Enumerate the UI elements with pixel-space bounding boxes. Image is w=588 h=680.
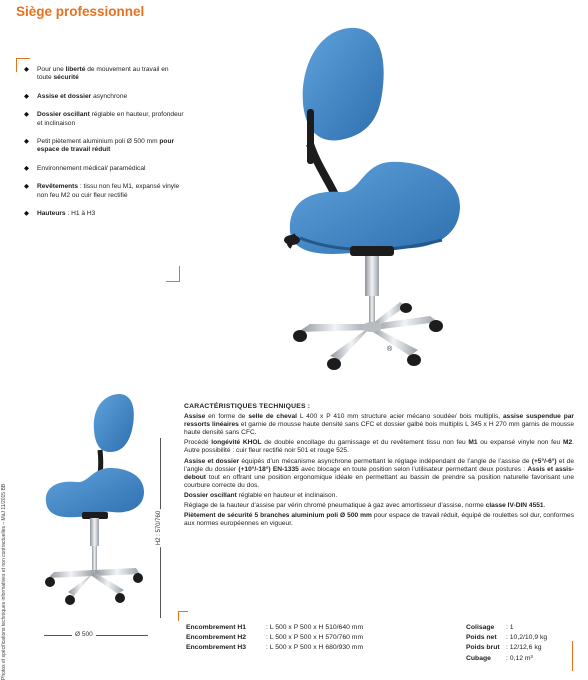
feature-item <box>24 183 184 200</box>
tech-title: CARACTÉRISTIQUES TECHNIQUES : <box>184 403 311 410</box>
packaging-value: : 12/12,6 kg <box>506 644 542 652</box>
packaging-label: Cubage <box>466 654 491 662</box>
bold-text: (+10°/-18°) EN-1335 <box>238 465 299 473</box>
packaging-table <box>466 623 547 664</box>
packaging-value: : 1 <box>506 624 514 631</box>
tech-paragraph <box>184 413 574 437</box>
bold-text: assise suspendue par ressorts linéaires <box>184 413 574 429</box>
feature-item <box>24 93 184 101</box>
text: . Autre possibilité : cuir fleur rectifié noir 501 et rouge 525. <box>184 439 574 455</box>
diamond-bullet-icon: ◆ <box>24 111 30 119</box>
text: tout en offrant une position ergonomique idéale en permettant au bassin de prendre sa position naturelle favorisant une courbure correcte du dos. <box>184 473 574 489</box>
text: . <box>543 502 546 510</box>
saddle-chair-image <box>270 24 470 384</box>
packaging-value: : 10,2/10,9 kg <box>506 634 548 642</box>
diamond-bullet-icon: ◆ <box>24 183 30 191</box>
text: Procédé <box>184 439 212 447</box>
text: de mouvement au travail en toute <box>37 66 169 82</box>
corner-bracket-specs <box>178 611 188 621</box>
bold-text: sécurité <box>53 74 79 82</box>
base-dimension-line <box>44 635 148 636</box>
tech-paragraph <box>184 458 574 490</box>
packaging-row <box>466 654 547 664</box>
diamond-bullet-icon: ◆ <box>24 210 30 218</box>
tech-paragraph <box>184 492 574 500</box>
text: Petit piètement aluminium poli Ø 500 mm <box>37 138 160 146</box>
text: Réglage de la hauteur d’assise par vérin chromé pneumatique à gaz avec amortisseur d’assise, norme <box>184 502 486 510</box>
feature-item <box>24 138 184 155</box>
text: réglable en hauteur et inclinaison. <box>236 491 338 499</box>
encombrement-row <box>186 643 363 653</box>
bold-text: liberté <box>65 66 86 73</box>
encombrement-value: : L 500 x P 500 x H 570/760 mm <box>266 634 364 642</box>
text: ou expansé vinyle non feu <box>477 439 563 447</box>
saddle-chair-side-image <box>40 390 150 610</box>
height-dimension-label: H2 : 570/760 <box>156 510 162 546</box>
technical-specs <box>184 403 574 530</box>
encombrement-row <box>186 633 363 643</box>
bold-text: Assis et assis-debout <box>184 465 574 481</box>
text: Environnement médical/ paramédical <box>37 164 146 172</box>
packaging-label: Poids brut <box>466 644 500 652</box>
packaging-row <box>466 623 547 633</box>
encombrement-label: Encombrement H3 <box>186 644 247 652</box>
tech-paragraphs <box>184 413 574 528</box>
encombrement-value: : L 500 x P 500 x H 510/640 mm <box>266 624 364 631</box>
bold-text: classe IV-DIN 4551 <box>485 502 544 510</box>
feature-item <box>24 111 184 128</box>
base-dimension-label: Ø 500 <box>72 631 96 638</box>
corner-bracket-bottom <box>166 266 180 282</box>
packaging-value: : 0,12 m³ <box>506 654 533 662</box>
text: équipés d’un mécanisme asynchrone permettant le réglage indépendant de l’angle de l’assise de <box>239 457 532 465</box>
bold-text: Assise et dossier <box>184 457 240 465</box>
encombrement-value: : L 500 x P 500 x H 680/930 mm <box>266 644 364 652</box>
text: asynchrone <box>91 92 128 100</box>
packaging-row <box>466 633 547 643</box>
diamond-bullet-icon: ◆ <box>24 66 30 73</box>
packaging-label: Poids net <box>466 634 497 642</box>
bold-text: Assise <box>184 413 206 421</box>
bold-text: longévité KHOL <box>211 439 262 447</box>
diamond-bullet-icon: ◆ <box>24 164 30 172</box>
encombrement-row <box>186 623 363 633</box>
registered-mark: ® <box>387 346 393 353</box>
tech-paragraph <box>184 502 574 510</box>
text: de double encollage du garnissage et du revêtement tissu non feu <box>261 439 469 447</box>
bold-text: Piètement de sécurité 5 branches aluminium poli Ø 500 mm <box>184 512 372 520</box>
page-title: Siège professionnel <box>16 4 145 19</box>
bold-text: selle de cheval <box>248 413 297 421</box>
encombrement-label: Encombrement H2 <box>186 634 247 642</box>
bold-text: Dossier oscillant <box>184 491 237 499</box>
tech-paragraph <box>184 439 574 455</box>
text: L 400 x P 410 mm structure acier mécano soudée/ bois multiplis, <box>296 413 503 421</box>
bold-text: pour espace de travail réduit <box>37 138 175 154</box>
feature-item <box>24 165 184 173</box>
packaging-label: Colisage <box>466 624 495 631</box>
bold-text: Dossier oscillant <box>37 111 90 119</box>
side-disclaimer: Photos et spécifications techniques informatives et non contractuelles – MàJ 11/2015 BB <box>1 483 7 680</box>
text: Pour une <box>37 66 66 73</box>
text: et garnie de mousse haute densité sans CFC et dossier galbé bois multiplis L 345 x H 270 mm garnis de mousse haute densité sans CFC. <box>184 421 574 437</box>
encombrement-label: Encombrement H1 <box>186 624 247 631</box>
text: : tissu non feu M1, expansé vinyle non feu M2 ou cuir fleur rectifié <box>37 183 180 199</box>
feature-item <box>24 66 184 83</box>
diamond-bullet-icon: ◆ <box>24 138 30 146</box>
text: et de l’angle du dossier <box>184 457 574 473</box>
bold-text: M2 <box>562 439 573 447</box>
bold-text: M1 <box>468 439 478 447</box>
packaging-row <box>466 643 547 653</box>
bold-text: Assise et dossier <box>37 92 92 100</box>
bold-text: Revêtements <box>37 183 79 191</box>
text: avec blocage en toute position selon l’utilisateur permettant deux postures : <box>298 465 528 473</box>
bracket-specs-right <box>571 641 573 671</box>
diamond-bullet-icon: ◆ <box>24 92 30 100</box>
tech-paragraph <box>184 512 574 528</box>
dimensions-table <box>186 623 363 654</box>
feature-item <box>24 210 184 218</box>
bold-text: Hauteurs <box>37 210 66 218</box>
text: réglable en hauteur, profondeur et inclinaison <box>37 111 184 127</box>
feature-list <box>24 66 184 228</box>
text: en forme de <box>205 413 249 421</box>
text: pour espace de travail réduit, équipé de roulettes sol dur, conformes aux normes européennes en vigueur. <box>184 512 574 528</box>
text: : H1 à H3 <box>65 210 96 218</box>
bold-text: (+5°/-6°) <box>531 457 557 465</box>
